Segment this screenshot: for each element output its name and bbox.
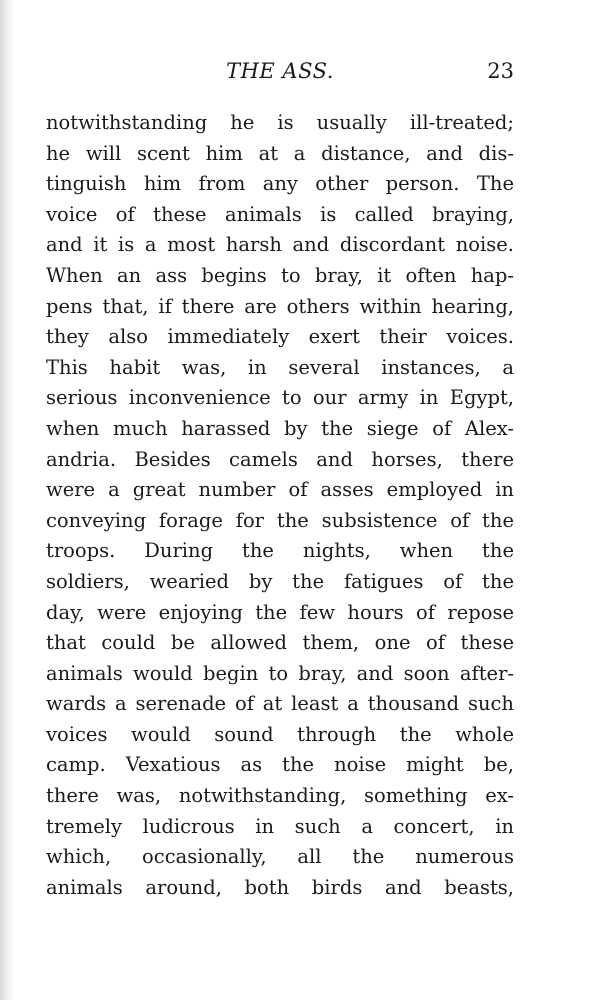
running-title: THE ASS.	[226, 59, 334, 83]
text-line: animals would begin to bray, and soon after-	[46, 661, 514, 685]
text-line: soldiers, wearied by the fatigues of the	[46, 569, 514, 593]
page-number: 23	[487, 59, 514, 83]
text-line: when much harassed by the siege of Alex-	[46, 416, 514, 440]
text-line: voice of these animals is called braying,	[46, 202, 514, 226]
text-line: tremely ludicrous in such a concert, in	[46, 814, 514, 838]
text-line: tinguish him from any other person. The	[46, 172, 514, 196]
page-gutter-shadow	[0, 0, 14, 1000]
text-line: were a great number of asses employed in	[46, 478, 514, 502]
text-line: notwithstanding he is usually ill-treated;	[46, 111, 514, 134]
text-line: pens that, if there are others within hearing,	[46, 294, 514, 318]
text-line: andria. Besides camels and horses, there	[46, 447, 514, 471]
text-line: day, were enjoying the few hours of repose	[46, 600, 514, 624]
text-line: troops. During the nights, when the	[46, 539, 514, 563]
text-line: they also immediately exert their voices.	[46, 325, 514, 349]
text-line: When an ass begins to bray, it often hap-	[46, 263, 514, 287]
text-line: wards a serenade of at least a thousand such	[46, 692, 514, 716]
body-text	[46, 108, 514, 903]
text-line: that could be allowed them, one of these	[46, 631, 514, 655]
text-line: he will scent him at a distance, and dis-	[46, 141, 514, 165]
text-line: there was, notwithstanding, something ex-	[46, 784, 514, 808]
text-line: camp. Vexatious as the noise might be,	[46, 753, 514, 777]
text-line: and it is a most harsh and discordant noise.	[46, 233, 514, 257]
text-line: serious inconvenience to our army in Egypt,	[46, 386, 514, 410]
text-line: which, occasionally, all the numerous	[46, 845, 514, 869]
text-line: animals around, both birds and beasts,	[46, 875, 514, 899]
page-header	[46, 56, 514, 86]
text-line: This habit was, in several instances, a	[46, 355, 514, 379]
text-line: conveying forage for the subsistence of the	[46, 508, 514, 532]
text-line: voices would sound through the whole	[46, 722, 514, 746]
